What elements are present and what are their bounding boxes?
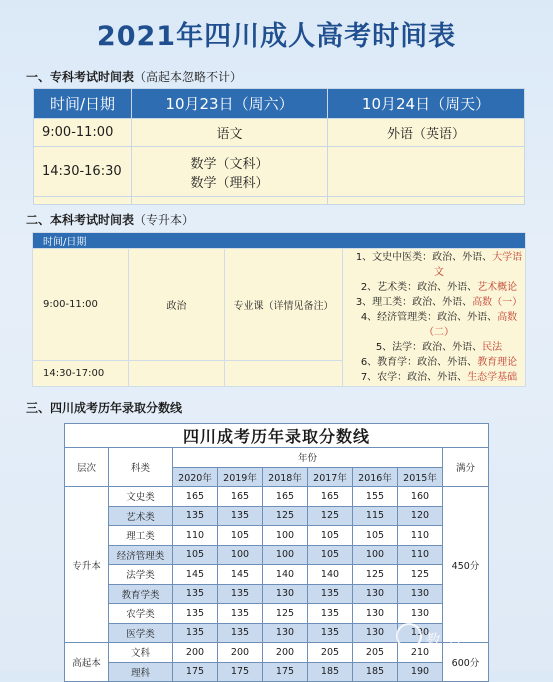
subject-highlight: 高数（二） [424, 312, 518, 338]
table-row [65, 526, 489, 546]
col-year: 年份 [173, 448, 443, 468]
t2-row1-c1: 政治 [129, 249, 225, 361]
section3-heading: 三、四川成考历年录取分数线 [26, 401, 183, 415]
subject-prefix: 7、农学：政治、外语、 [360, 372, 468, 383]
subject-prefix: 6、教育学：政治、外语、 [360, 357, 478, 368]
score-cell: 115 [353, 506, 398, 526]
score-cell: 135 [218, 506, 263, 526]
score-cell: 175 [173, 662, 218, 682]
section1-heading-note: （高起本忽略不计） [134, 70, 243, 84]
subject-prefix: 5、法学：政治、外语、 [375, 342, 483, 353]
year-header: 2020年 [173, 467, 218, 487]
score-cell: 105 [308, 526, 353, 546]
score-cell: 100 [218, 545, 263, 565]
t1-row2-day1-line2: 数学（理科） [190, 175, 269, 191]
score-cell: 135 [173, 604, 218, 624]
score-cell: 145 [218, 565, 263, 585]
subject-item [353, 370, 525, 385]
subject-prefix: 1、文史中医类：政治、外语、 [355, 252, 493, 263]
score-cell: 125 [263, 604, 308, 624]
subject-cell: 农学类 [109, 604, 173, 624]
score-cell: 130 [398, 584, 443, 604]
year-header: 2017年 [308, 467, 353, 487]
score-cell: 135 [308, 584, 353, 604]
year-header: 2015年 [398, 467, 443, 487]
score-cell: 200 [263, 643, 308, 663]
score-cell: 145 [173, 565, 218, 585]
score-cell: 135 [218, 604, 263, 624]
subject-cell: 理科 [109, 662, 173, 682]
score-cell: 110 [173, 526, 218, 546]
score-cell: 110 [398, 526, 443, 546]
t1-row2-day1-line1: 数学（文科） [190, 156, 269, 172]
subject-item [353, 340, 525, 355]
score-cell: 130 [263, 623, 308, 643]
score-cell: 100 [263, 545, 308, 565]
score-cell: 140 [263, 565, 308, 585]
score-cell: 130 [353, 584, 398, 604]
t2-row2-c1 [129, 361, 225, 387]
t2-subject-list [343, 249, 526, 387]
t2-row2-time: 14:30-17:00 [33, 361, 129, 387]
subject-highlight: 艺术概论 [477, 282, 518, 293]
t2-header: 时间/日期 [33, 233, 526, 249]
subject-cell: 经济管理类 [109, 545, 173, 565]
score-cell: 160 [398, 487, 443, 507]
score-cell: 130 [398, 604, 443, 624]
associate-exam-table [33, 88, 525, 205]
score-cell: 105 [353, 526, 398, 546]
table-row [65, 604, 489, 624]
subject-cell: 医学类 [109, 623, 173, 643]
subject-cell: 教育学类 [109, 584, 173, 604]
score-cell: 135 [218, 584, 263, 604]
score-cell: 125 [398, 565, 443, 585]
section2-heading-note: （专升本） [134, 213, 195, 227]
score-cell: 125 [353, 565, 398, 585]
score-cell: 135 [308, 604, 353, 624]
col-level: 层次 [65, 448, 109, 487]
section1-heading-text: 一、专科考试时间表 [26, 70, 135, 84]
table-row [65, 545, 489, 565]
t1-spacer [34, 197, 132, 205]
table-row [65, 487, 489, 507]
bachelor-exam-table [32, 232, 526, 387]
score-cell: 100 [263, 526, 308, 546]
score-cell: 110 [398, 545, 443, 565]
t1-row1-day1: 语文 [132, 119, 328, 147]
t1-header-day1: 10月23日（周六） [132, 89, 328, 119]
subject-prefix: 3、理工类：政治、外语、 [355, 297, 473, 308]
score-cell: 175 [218, 662, 263, 682]
col-full: 满分 [443, 448, 489, 487]
score-cell: 165 [308, 487, 353, 507]
table-row [65, 506, 489, 526]
score-cell: 105 [173, 545, 218, 565]
full-score-cell: 600分 [443, 643, 489, 682]
subject-cell: 法学类 [109, 565, 173, 585]
score-cell: 130 [263, 584, 308, 604]
t1-row1-time: 9:00-11:00 [34, 119, 132, 147]
t1-header-day2: 10月24日（周天） [328, 89, 525, 119]
score-cell: 130 [353, 623, 398, 643]
t1-row2-time: 14:30-16:30 [34, 147, 132, 197]
section2-heading-text: 二、本科考试时间表 [26, 213, 135, 227]
score-cell: 135 [173, 584, 218, 604]
t1-spacer [132, 197, 328, 205]
level-cell: 高起本 [65, 643, 109, 682]
subject-item [353, 310, 525, 340]
watermark-logo-icon [396, 623, 422, 649]
subject-highlight: 教育理论 [477, 357, 518, 368]
t1-spacer [328, 197, 525, 205]
score-cell: 125 [308, 506, 353, 526]
score-cell: 165 [173, 487, 218, 507]
subject-item [353, 355, 525, 370]
score-cell: 130 [353, 604, 398, 624]
score-cell: 200 [218, 643, 263, 663]
level-cell: 专升本 [65, 487, 109, 643]
year-header: 2018年 [263, 467, 308, 487]
subject-item [353, 280, 525, 295]
table-row [65, 662, 489, 682]
score-cell: 185 [353, 662, 398, 682]
score-cell: 185 [308, 662, 353, 682]
score-cell: 125 [263, 506, 308, 526]
score-cell: 175 [263, 662, 308, 682]
subject-prefix: 2、艺术类：政治、外语、 [360, 282, 478, 293]
score-cell: 135 [308, 623, 353, 643]
subject-cell: 文史类 [109, 487, 173, 507]
score-cell: 135 [173, 506, 218, 526]
t2-row1-c2: 专业课（详情见备注） [225, 249, 343, 361]
score-cell: 100 [353, 545, 398, 565]
subject-highlight: 生态学基础 [467, 372, 518, 383]
score-cell: 205 [308, 643, 353, 663]
score-cell: 135 [218, 623, 263, 643]
subject-cell: 艺术类 [109, 506, 173, 526]
score-cell: 210 [398, 643, 443, 663]
t1-row2-day2 [328, 147, 525, 197]
score-table-title: 四川成考历年录取分数线 [65, 424, 489, 448]
col-subject: 科类 [109, 448, 173, 487]
table-row [65, 565, 489, 585]
score-cell: 165 [218, 487, 263, 507]
t2-row2-c2 [225, 361, 343, 387]
year-header: 2019年 [218, 467, 263, 487]
score-cell: 120 [398, 506, 443, 526]
subject-item [353, 250, 525, 280]
score-cell: 205 [353, 643, 398, 663]
score-cell: 165 [263, 487, 308, 507]
subject-prefix: 4、经济管理类：政治、外语、 [360, 312, 498, 323]
score-cell: 190 [398, 662, 443, 682]
t1-row2-day1 [132, 147, 328, 197]
score-cell: 105 [218, 526, 263, 546]
t1-row1-day2: 外语（英语） [328, 119, 525, 147]
year-header: 2016年 [353, 467, 398, 487]
score-cell: 155 [353, 487, 398, 507]
score-cell: 130 [398, 623, 443, 643]
page-title: 2021年四川成人高考时间表 [96, 21, 457, 52]
table-row [65, 584, 489, 604]
full-score-cell: 450分 [443, 487, 489, 643]
score-cell: 200 [173, 643, 218, 663]
subject-cell: 理工类 [109, 526, 173, 546]
t2-row1-time: 9:00-11:00 [33, 249, 129, 361]
section1-heading [26, 68, 242, 85]
subject-highlight: 高数（一） [472, 297, 523, 308]
subject-item [353, 295, 525, 310]
section2-heading [26, 211, 194, 228]
t1-header-time: 时间/日期 [34, 89, 132, 119]
subject-highlight: 民法 [482, 342, 503, 353]
score-cell: 135 [173, 623, 218, 643]
score-cell: 140 [308, 565, 353, 585]
score-cell: 105 [308, 545, 353, 565]
subject-highlight: 大学语文 [434, 252, 523, 278]
watermark-text: 教育 [425, 631, 470, 650]
subject-cell: 文科 [109, 643, 173, 663]
